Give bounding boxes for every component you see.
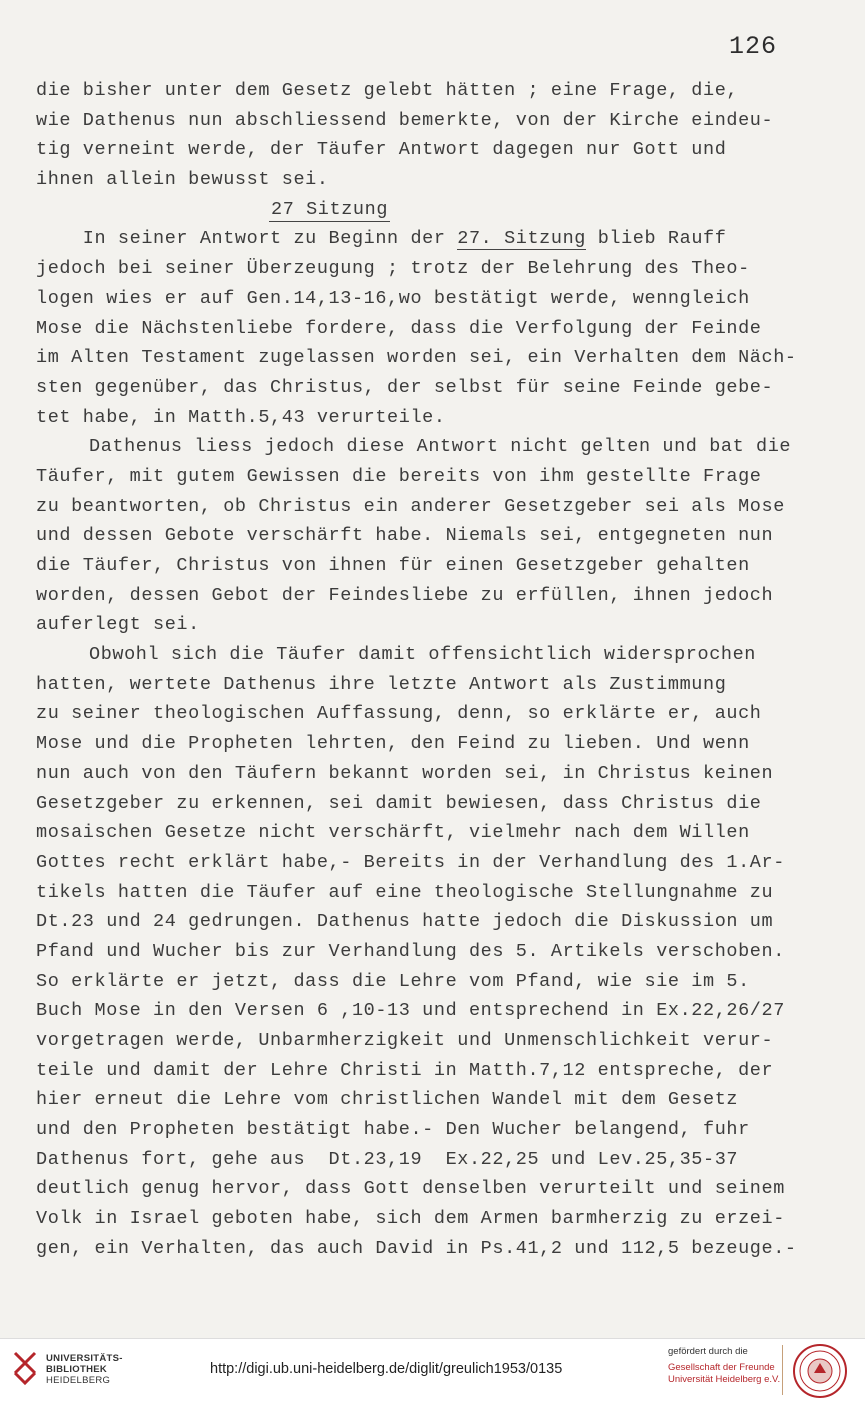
text-line: Mose die Nächstenliebe fordere, dass die Verfolgung der Feinde — [36, 317, 762, 339]
text-line: worden, dessen Gebot der Feindesliebe zu erfüllen, ihnen jedoch — [36, 584, 774, 606]
text-line: Volk in Israel geboten habe, sich dem Armen barmherzig zu erzei- — [36, 1208, 785, 1230]
body-text — [36, 76, 836, 1264]
library-name — [46, 1353, 123, 1386]
text-line: wie Dathenus nun abschliessend bemerkte, von der Kirche eindeu- — [36, 109, 774, 131]
library-name-line: BIBLIOTHEK — [46, 1364, 108, 1375]
text-line: auferlegt sei. — [36, 614, 200, 636]
page-number: 126 — [728, 32, 777, 61]
underlined-reference: 27. Sitzung — [457, 228, 586, 250]
footer-divider — [782, 1345, 783, 1395]
text-line: Buch Mose in den Versen 6 ,10-13 und entsprechend in Ex.22,26/27 — [36, 1000, 785, 1022]
viewer-footer — [0, 1338, 865, 1401]
text-line-with-underline — [36, 224, 836, 254]
text-line: jedoch bei seiner Überzeugung ; trotz der Belehrung des Theo- — [36, 258, 750, 280]
text-line: mosaischen Gesetze nicht verschärft, vielmehr nach dem Willen — [36, 822, 750, 844]
text-line: Dt.23 und 24 gedrungen. Dathenus hatte jedoch die Diskussion um — [36, 911, 774, 933]
text-line: Mose und die Propheten lehrten, den Feind zu lieben. Und wenn — [36, 733, 750, 755]
text-line: hatten, wertete Dathenus ihre letzte Antwort als Zustimmung — [36, 673, 727, 695]
text-line: ihnen allein bewusst sei. — [36, 169, 329, 191]
text-line: teile und damit der Lehre Christi in Matth.7,12 entspreche, der — [36, 1059, 774, 1081]
text-line: Dathenus liess jedoch diese Antwort nicht gelten und bat die — [89, 436, 792, 458]
text-line: vorgetragen werde, Unbarmherzigkeit und Unmenschlichkeit verur- — [36, 1030, 774, 1051]
line-intro: In seiner Antwort zu Beginn der — [36, 228, 458, 250]
text-line: Pfand und Wucher bis zur Verhandlung des 5. Artikels verschoben. — [36, 940, 785, 962]
text-line: die bisher unter dem Gesetz gelebt hätten ; eine Frage, die, — [36, 80, 739, 101]
text-line: Täufer, mit gutem Gewissen die bereits von ihm gestellte Frage — [36, 465, 762, 487]
text-line: sten gegenüber, das Christus, der selbst für seine Feinde gebe- — [36, 376, 774, 398]
library-name-line: HEIDELBERG — [46, 1375, 111, 1386]
text-line: tig verneint werde, der Täufer Antwort dagegen nur Gott und — [36, 139, 727, 161]
text-line: die Täufer, Christus von ihnen für einen Gesetzgeber gehalten — [36, 555, 750, 576]
text-line: und den Propheten bestätigt habe.- Den Wucher belangend, fuhr — [36, 1119, 750, 1141]
text-line: Obwohl sich die Täufer damit offensichtlich widersprochen — [89, 644, 757, 666]
sponsor-name[interactable] — [668, 1362, 780, 1386]
text-line: im Alten Testament zugelassen worden sei, ein Verhalten dem Näch- — [36, 347, 797, 369]
sponsor-name-line: Universität Heidelberg e.V. — [668, 1374, 781, 1385]
text-line: tikels hatten die Täufer auf eine theologische Stellungnahme zu — [36, 881, 774, 903]
university-seal-icon — [792, 1343, 848, 1399]
text-line: Gottes recht erklärt habe,- Bereits in der Verhandlung des 1.Ar- — [36, 851, 785, 873]
section-heading — [36, 195, 836, 225]
university-library-logo-icon[interactable] — [12, 1349, 38, 1389]
sponsor-label: gefördert durch die — [668, 1346, 748, 1357]
text-line: logen wies er auf Gen.14,13-16,wo bestätigt werde, wenngleich — [36, 287, 750, 309]
text-line: deutlich genug hervor, dass Gott denselben verurteilt und seinem — [36, 1178, 785, 1200]
text-line: Dathenus fort, gehe aus Dt.23,19 Ex.22,25 und Lev.25,35-37 — [36, 1148, 739, 1170]
text-line: gen, ein Verhalten, das auch David in Ps.41,2 und 112,5 bezeuge.- — [36, 1237, 797, 1259]
heading-text: 27 Sitzung — [271, 198, 389, 220]
sponsor-name-line: Gesellschaft der Freunde — [668, 1362, 775, 1373]
line-rest: blieb Rauff — [586, 228, 727, 250]
library-name-line: UNIVERSITÄTS- — [46, 1353, 123, 1364]
text-line: zu beantworten, ob Christus ein anderer Gesetzgeber sei als Mose — [36, 495, 785, 517]
text-line: hier erneut die Lehre vom christlichen Wandel mit dem Gesetz — [36, 1089, 739, 1111]
text-line: nun auch von den Täufern bekannt worden sei, in Christus keinen — [36, 762, 774, 784]
text-line: und dessen Gebote verschärft habe. Niemals sei, entgegneten nun — [36, 525, 774, 547]
permalink-url[interactable]: http://digi.ub.uni-heidelberg.de/diglit/greulich1953/0135 — [210, 1361, 563, 1377]
text-line: tet habe, in Matth.5,43 verurteile. — [36, 406, 446, 428]
text-line: zu seiner theologischen Auffassung, denn, so erklärte er, auch — [36, 703, 762, 725]
text-line: So erklärte er jetzt, dass die Lehre vom Pfand, wie sie im 5. — [36, 970, 750, 992]
text-line: Gesetzgeber zu erkennen, sei damit bewiesen, dass Christus die — [36, 792, 762, 814]
